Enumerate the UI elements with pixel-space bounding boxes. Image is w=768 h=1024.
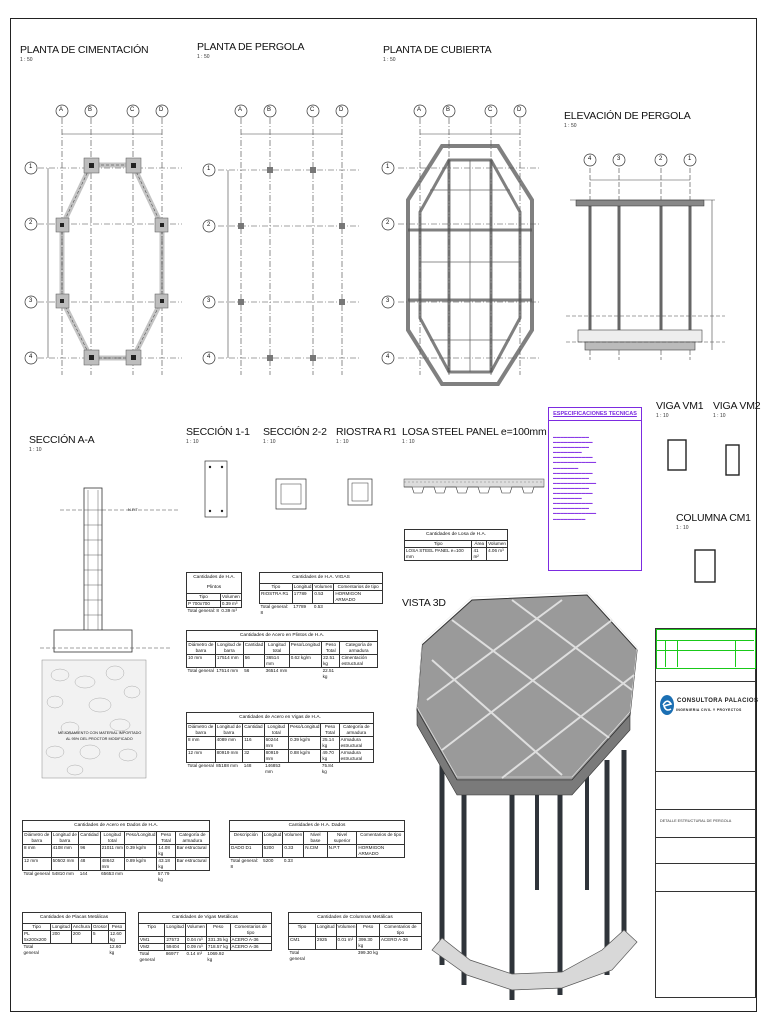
table-cell: 36514 mm	[265, 655, 290, 668]
table-cell: 96	[79, 845, 100, 858]
axis-3: 3	[386, 298, 390, 304]
axis-D: D	[517, 107, 522, 113]
table-cell	[327, 858, 357, 871]
table-acero-dados-title: Cantidades de Acero en Dados de H.A.	[22, 820, 210, 831]
col-header: Comentarios de tipo	[379, 924, 421, 937]
table-losa-title: Cantidades de Losa de H.A.	[404, 529, 508, 540]
table-cell: 2925	[315, 937, 336, 950]
axis-3: 3	[29, 298, 33, 304]
sections-drawing	[180, 455, 400, 545]
table-row	[187, 601, 242, 608]
axis-2: 2	[29, 220, 33, 226]
table-row	[289, 937, 422, 950]
col-header: Comentarios de tipo	[357, 832, 405, 845]
axis-A: A	[417, 107, 422, 113]
table-cell: 60244 mm	[264, 737, 288, 750]
table-cell: Total general	[23, 944, 39, 955]
table-cell: 22.51 kg	[322, 668, 335, 679]
table-cell: Total general	[289, 950, 305, 961]
elev-axis-3: 3	[617, 156, 621, 162]
table-vigas-metalicas	[138, 912, 272, 963]
elevacion-drawing	[566, 154, 725, 360]
col-header: Cantidad	[79, 832, 100, 845]
table-cell: HORMIGON ARMADO	[334, 591, 383, 604]
elev-axis-4: 4	[588, 156, 592, 162]
table-vigas-ha-title: Cantidades de H.A. VIGAS	[259, 572, 383, 583]
col-header: Peso	[357, 924, 379, 937]
logo-area	[656, 681, 759, 772]
table-cell: 0.39 m³	[221, 608, 237, 613]
col-header: Longitud de barra	[52, 832, 77, 843]
table-total-row	[139, 951, 272, 964]
col-header: Tipo	[260, 584, 293, 591]
scale-riostra: 1 : 10	[336, 439, 349, 445]
table-cell: 4.06 m³	[487, 548, 508, 561]
table-cell	[289, 763, 321, 776]
col-header: Peso Total	[322, 642, 340, 655]
table-plintos	[186, 572, 242, 614]
table-acero-vigas	[186, 712, 374, 775]
col-header: Tipo	[289, 924, 316, 937]
table-cell: ACERO A-36	[230, 937, 271, 944]
table-cell: Total general	[187, 668, 214, 673]
table-cell: 43.18 kg	[157, 858, 175, 871]
table-cell: VM2	[139, 944, 165, 951]
specs-box	[548, 407, 642, 571]
title-riostra-r1: RIOSTRA R1	[336, 426, 397, 438]
title-seccion-aa: SECCIÓN A-A	[29, 434, 95, 446]
table-cell: 5	[91, 931, 108, 944]
col-header: Comentarios de tipo	[230, 924, 271, 937]
col-header: Longitud	[165, 924, 186, 937]
company-tagline: INGENIERIA CIVIL Y PROYECTOS	[676, 708, 742, 712]
table-cell: 5200	[263, 858, 274, 863]
axis-1: 1	[386, 164, 390, 170]
table-cell	[175, 871, 209, 884]
table-cell: 0.53	[313, 591, 334, 604]
table-cell: 49.70 kg	[321, 750, 339, 763]
table-row	[187, 750, 374, 763]
title-seccion-11: SECCIÓN 1-1	[186, 426, 250, 438]
table-columnas-metalicas	[288, 912, 422, 962]
col-header: Longitud	[315, 924, 336, 937]
axis-A: A	[59, 107, 64, 113]
col-header: Grosor	[92, 924, 107, 929]
table-cell: 48642 mm	[100, 858, 124, 871]
table-cell	[71, 944, 91, 957]
scale-vm2: 1 : 10	[713, 413, 726, 419]
table-row	[230, 845, 405, 858]
scale-seccion-11: 1 : 10	[186, 439, 199, 445]
table-cell: 14.08 kg	[157, 845, 175, 858]
col-header: Cantidad	[243, 724, 264, 737]
scale-seccion-aa: 1 : 10	[29, 447, 42, 453]
col-header: Comentarios de tipo	[334, 584, 383, 591]
elev-axis-2: 2	[659, 156, 663, 162]
table-total-row	[23, 944, 126, 957]
table-cell: 12 mm	[187, 750, 216, 763]
table-cell: Bar estructural	[175, 858, 209, 871]
col-header: Diámetro de barra	[24, 832, 50, 843]
table-cell: 399.30 kg	[357, 937, 379, 950]
table-cell: DADO D1	[230, 845, 263, 858]
table-cell: 27573	[165, 937, 186, 944]
col-header: Tipo	[187, 594, 221, 601]
axis-2: 2	[386, 220, 390, 226]
title-planta-cubierta: PLANTA DE CUBIERTA	[383, 44, 492, 56]
axis-A: A	[238, 107, 243, 113]
specs-header: ESPECIFICACIONES TECNICAS	[549, 408, 641, 421]
table-cell: 10 mm	[187, 655, 216, 668]
table-total-row	[230, 858, 405, 871]
table-placas	[22, 912, 126, 956]
table-cell: 80919 mm	[215, 750, 243, 763]
table-cell: 75.84 kg	[321, 763, 334, 774]
axis-2: 2	[207, 222, 211, 228]
table-cell	[340, 668, 378, 681]
table-cell: 85188 mm	[216, 763, 238, 768]
table-cell: 4089 mm	[215, 737, 243, 750]
axis-C: C	[310, 107, 315, 113]
table-cell: Bar estructural	[175, 845, 209, 858]
table-cell: 331.35 kg	[207, 937, 229, 942]
table-cell: 41 m²	[472, 548, 487, 561]
table-cell: 0.33	[283, 845, 304, 858]
col-header: Peso/Longitud	[289, 724, 321, 737]
col-header: Volumen	[314, 584, 333, 589]
table-cell	[91, 944, 108, 957]
table-acero-plintos-title: Cantidades de Acero en Plintos de H.A.	[186, 630, 378, 641]
table-cell: 17514 mm	[216, 668, 239, 673]
col-header: Longitud de barra	[217, 642, 242, 653]
table-total-row	[187, 763, 374, 776]
table-cell: Cimentación estructural	[340, 655, 378, 668]
table-cell: 59404	[165, 944, 186, 951]
table-acero-plintos	[186, 630, 378, 680]
title-columna-cm1: COLUMNA CM1	[676, 512, 751, 524]
col-header: Tipo	[405, 541, 472, 548]
table-cell: Total general: 8	[230, 858, 259, 869]
planta-pergola-drawing	[203, 105, 360, 375]
table-cell: ACERO A-36	[379, 937, 421, 950]
table-columnas-metalicas-title: Cantidades de Columnas Metálicas	[288, 912, 422, 923]
col-header: Tipo	[139, 924, 165, 937]
table-cell	[125, 871, 157, 884]
table-cell: 22.51 kg	[322, 655, 340, 668]
table-cell: 36514 mm	[265, 668, 288, 673]
table-cell: 146853 mm	[265, 763, 281, 774]
table-cell: 0.39 m³	[220, 601, 241, 608]
table-cell: N.CIM	[304, 845, 327, 858]
steel-sections-drawing	[650, 425, 760, 600]
scale-elevacion: 1 : 50	[564, 123, 577, 129]
table-cell: 0.39 kg/m	[289, 737, 321, 750]
col-header: Nivel base	[304, 832, 327, 845]
scale-seccion-22: 1 : 10	[263, 439, 276, 445]
col-header: Categoría de armadura	[340, 642, 378, 655]
table-cell: 116	[243, 737, 264, 750]
col-header: Peso/Longitud	[125, 832, 157, 845]
table-row	[187, 737, 374, 750]
table-cell	[51, 944, 72, 957]
col-header: Peso	[109, 924, 126, 931]
table-row	[23, 858, 210, 871]
col-header: Categoría de armadura	[175, 832, 209, 845]
table-cell: PL 5x200x200	[23, 931, 51, 944]
table-cell: 12.60 kg	[109, 931, 126, 944]
table-cell: Armadura estructural	[339, 737, 373, 750]
table-row	[405, 548, 508, 561]
title-block	[655, 628, 759, 998]
table-cell: Total general: 8	[260, 604, 289, 615]
col-header: Categoría de armadura	[339, 724, 373, 737]
col-header: Tipo	[23, 924, 51, 931]
table-cell: 50502 mm	[51, 858, 79, 871]
seccion-aa-drawing	[20, 470, 180, 810]
table-cell: 17789	[293, 604, 307, 609]
table-total-row	[260, 604, 383, 617]
col-header: Nivel superior	[327, 832, 357, 845]
table-cell	[334, 604, 383, 617]
title-elevacion-pergola: ELEVACIÓN DE PERGOLA	[564, 110, 691, 122]
table-cell: 48	[79, 858, 100, 871]
col-header: Longitud	[262, 832, 283, 845]
table-cell: 65653 mm	[101, 871, 123, 876]
table-cell: Total general	[139, 951, 155, 962]
table-cell: 54810 mm	[52, 871, 74, 876]
title-planta-pergola: PLANTA DE PERGOLA	[197, 41, 305, 53]
col-header: Peso Total	[157, 832, 175, 845]
planta-cimentacion-drawing	[25, 105, 182, 375]
table-losa	[404, 529, 508, 561]
table-dados-ha-title: Cantidades de H.A. Dados	[229, 820, 405, 831]
table-cell: 4108 mm	[51, 845, 79, 858]
table-cell: 25.14 kg	[321, 737, 339, 750]
table-cell: 0.09 m³	[186, 944, 207, 951]
table-cell: VM1	[139, 937, 165, 944]
table-cell: 0.14 m³	[186, 951, 203, 956]
table-cell: 80919 mm	[264, 750, 288, 763]
col-header: Longitud total	[265, 642, 290, 655]
scale-planta-cimentacion: 1 : 50	[20, 57, 33, 63]
scale-planta-cubierta: 1 : 50	[383, 57, 396, 63]
table-placas-title: Cantidades de Placas Metálicas	[22, 912, 126, 923]
title-viga-vm2: VIGA VM2	[713, 400, 761, 412]
axis-B: B	[446, 107, 451, 113]
planta-cubierta-drawing	[382, 105, 540, 384]
table-cell	[230, 951, 271, 964]
col-header: Longitud total	[264, 724, 288, 737]
company-logo-icon	[659, 694, 675, 716]
col-header: Volumen	[221, 594, 240, 599]
table-cell: LOSA STEEL PANEL e=100 mm	[405, 548, 472, 561]
axis-D: D	[339, 107, 344, 113]
title-seccion-22: SECCIÓN 2-2	[263, 426, 327, 438]
table-row	[187, 655, 378, 668]
scale-losa: 1 : 10	[402, 439, 415, 445]
table-cell	[339, 763, 373, 776]
table-total-row	[289, 950, 422, 963]
col-header: Longitud	[52, 924, 70, 929]
table-cell: 57.79 kg	[157, 871, 170, 882]
table-row	[23, 845, 210, 858]
scale-cm1: 1 : 10	[676, 525, 689, 531]
table-cell: 1069.92 kg	[207, 951, 224, 962]
col-header: Área	[472, 541, 487, 548]
table-cell: Armadura estructural	[339, 750, 373, 763]
table-cell: 148	[243, 763, 252, 768]
table-cell	[304, 858, 327, 871]
table-cell: 0.04 m³	[186, 937, 207, 944]
table-vigas-ha	[259, 572, 383, 616]
proctor-label: AL 95% DEL PROCTOR MODIFICADO	[66, 737, 133, 741]
plan-drawings	[0, 0, 768, 400]
table-cell: ACERO A-36	[230, 944, 271, 951]
table-vigas-metalicas-title: Cantidades de Vigas Metálicas	[138, 912, 272, 923]
scale-planta-pergola: 1 : 50	[197, 54, 210, 60]
table-cell: 56	[243, 655, 264, 668]
table-cell	[315, 950, 336, 963]
table-cell: 0.62 kg/m	[289, 655, 321, 668]
table-acero-dados	[22, 820, 210, 883]
table-cell	[289, 668, 321, 681]
losa-drawing	[400, 465, 548, 505]
table-cell: 8 mm	[23, 845, 52, 858]
table-plintos-title: Cantidades de H.A. Plintos	[186, 572, 242, 593]
col-header: Volumen	[283, 832, 304, 845]
table-cell: 17514 mm	[215, 655, 243, 668]
title-viga-vm1: VIGA VM1	[656, 400, 704, 412]
axis-B: B	[267, 107, 272, 113]
table-cell: 12.60 kg	[109, 944, 121, 955]
table-cell	[379, 950, 421, 963]
table-cell: 0.33	[283, 858, 293, 863]
axis-3: 3	[207, 298, 211, 304]
table-cell: N.P.T	[327, 845, 357, 858]
table-cell: 0.88 kg/m	[289, 750, 321, 763]
revision-table	[656, 629, 756, 669]
table-cell: CM1	[289, 937, 316, 950]
table-cell: 399.30 kg	[357, 950, 379, 955]
table-cell: 21011 mm	[100, 845, 124, 858]
vista-3d-drawing	[412, 590, 652, 1002]
col-header: Longitud	[293, 584, 312, 589]
table-cell: 0.01 m³	[336, 937, 357, 950]
col-header: Volumen	[336, 924, 357, 937]
scale-vm1: 1 : 10	[656, 413, 669, 419]
table-cell	[357, 858, 405, 871]
title-vista-3d: VISTA 3D	[402, 597, 446, 609]
axis-4: 4	[29, 354, 33, 360]
col-header: Anchura	[72, 924, 90, 929]
table-cell: 8 mm	[187, 737, 216, 750]
table-cell: HORMIGON ARMADO	[357, 845, 405, 858]
elev-axis-1: 1	[688, 156, 692, 162]
axis-B: B	[88, 107, 93, 113]
table-cell: 0.89 kg/m	[125, 858, 157, 871]
table-dados-ha	[229, 820, 405, 870]
table-cell: Total general	[23, 871, 50, 876]
table-cell: 144	[79, 871, 88, 876]
table-cell: 86977	[165, 951, 179, 956]
table-total-row	[187, 668, 378, 681]
table-row	[139, 937, 272, 944]
specs-body: ▬▬▬▬▬▬▬▬▬▬ ▬▬▬▬▬▬▬▬▬▬▬ ▬▬▬▬▬▬▬▬▬▬ ▬▬▬▬▬▬▬▬ ▬▬▬▬▬▬▬▬▬▬▬ ▬▬▬▬▬▬▬▬▬▬▬▬ ▬▬▬▬▬▬▬ ▬▬▬▬▬▬▬▬▬▬▬ ▬▬▬▬▬▬▬▬▬▬ ▬▬▬▬▬▬▬▬▬▬▬▬ ▬▬▬▬▬▬▬▬▬▬ ▬▬▬▬▬▬▬▬▬▬▬ ▬▬▬▬▬▬▬▬ ▬▬▬▬▬▬▬▬▬▬▬ ▬▬▬▬▬▬▬▬▬▬ ▬▬▬▬▬▬▬▬▬▬▬▬ ▬▬▬▬▬▬▬▬▬	[553, 435, 597, 521]
table-cell: Total general	[187, 763, 214, 768]
axis-4: 4	[207, 354, 211, 360]
title-planta-cimentacion: PLANTA DE CIMENTACIÓN	[20, 44, 149, 56]
mejoramiento-label: MEJORAMIENTO CON MATERIAL IMPORTADO	[58, 731, 142, 735]
col-header: Diámetro de barra	[188, 724, 214, 735]
table-acero-vigas-title: Cantidades de Acero en Vigas de H.A.	[186, 712, 374, 723]
col-header: Peso Total	[321, 724, 339, 737]
table-cell: 17789	[292, 591, 313, 604]
col-header: Longitud total	[100, 832, 124, 845]
col-header: Diámetro de barra	[188, 642, 214, 653]
table-row	[260, 591, 383, 604]
table-cell: 0.39 kg/m	[125, 845, 157, 858]
npt-label: N.P.T	[128, 507, 138, 512]
table-cell: 32	[243, 750, 264, 763]
table-cell: P 700x700	[187, 601, 221, 608]
table-cell: 5200	[262, 845, 283, 858]
col-header: Descripción	[230, 832, 263, 845]
col-header: Cantidad	[243, 642, 264, 655]
table-cell: 0.53	[313, 604, 323, 609]
table-cell: 718.57 kg	[207, 944, 229, 949]
axis-1: 1	[29, 164, 33, 170]
col-header: Longitud de barra	[216, 724, 241, 735]
axis-D: D	[159, 107, 164, 113]
table-cell: 12 mm	[23, 858, 52, 871]
company-name: CONSULTORA PALACIOS	[677, 698, 759, 704]
col-header: Peso	[206, 924, 230, 937]
table-cell: 56	[244, 668, 250, 673]
col-header: Volumen	[488, 541, 506, 546]
col-header: Volumen	[186, 924, 207, 937]
title-losa-steel-panel: LOSA STEEL PANEL e=100mm	[402, 426, 547, 438]
table-cell: Total general: 8	[187, 608, 219, 613]
sheet-title: DETALLE ESTRUCTURAL DE PERGOLA	[660, 819, 732, 823]
col-header: Peso/Longitud	[289, 642, 321, 655]
table-cell: RIOSTRA R1	[260, 591, 293, 604]
table-row	[23, 931, 126, 944]
table-total-row	[187, 608, 242, 615]
table-total-row	[23, 871, 210, 884]
table-cell: 200	[71, 931, 91, 944]
axis-4: 4	[386, 354, 390, 360]
table-cell	[336, 950, 357, 963]
table-cell: 200	[51, 931, 72, 944]
axis-C: C	[488, 107, 493, 113]
table-row	[139, 944, 272, 951]
axis-C: C	[130, 107, 135, 113]
axis-1: 1	[207, 166, 211, 172]
